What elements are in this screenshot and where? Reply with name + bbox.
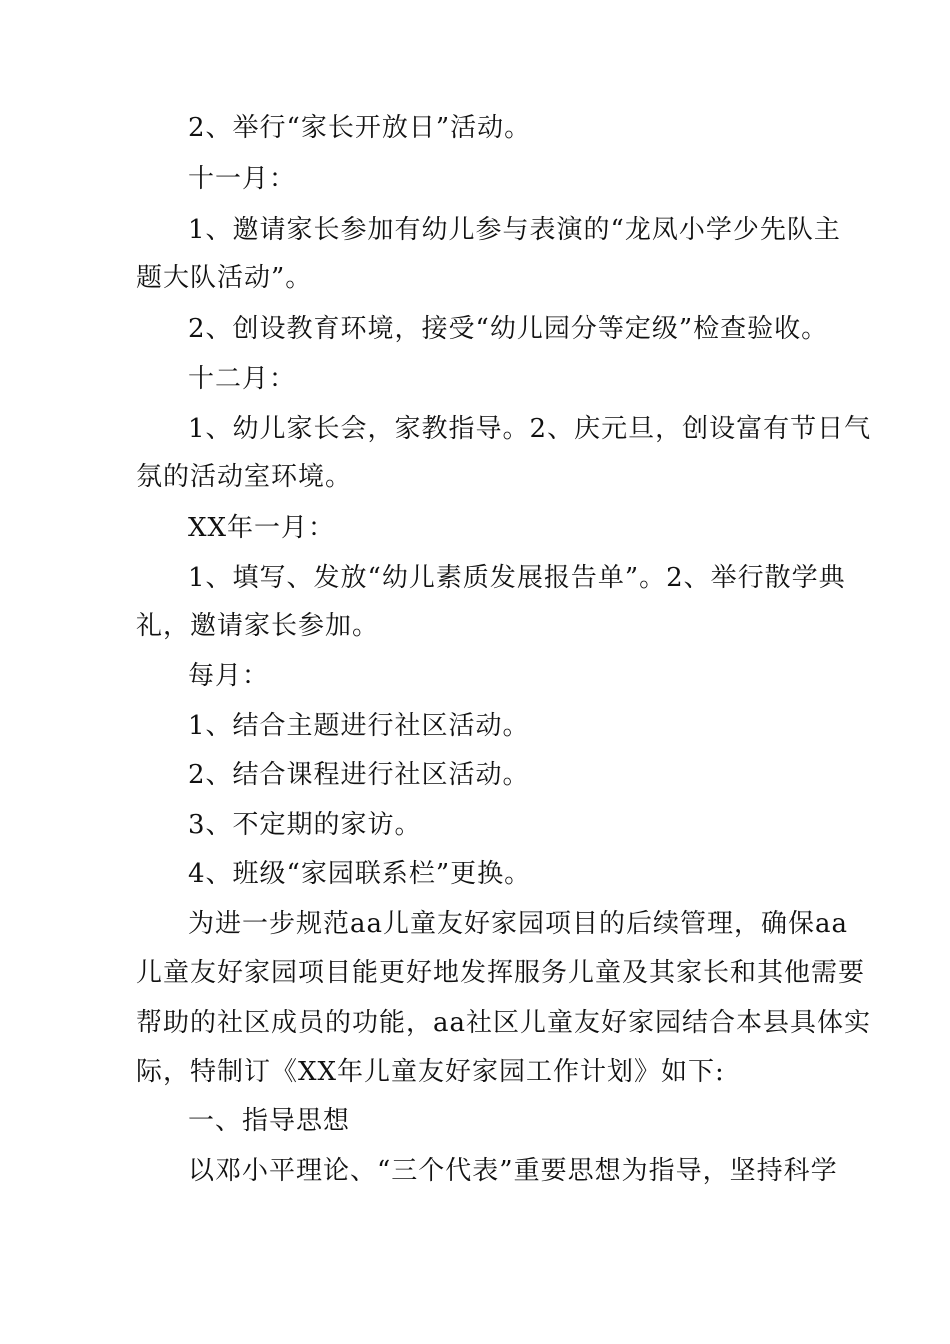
section-heading: 十一月： [188,164,297,194]
text-line: 1、填写、发放“幼儿素质发展报告单”。2、举行散学典 [188,563,846,593]
section-heading: 每月： [188,661,270,691]
section-heading: XX年一月： [188,513,336,543]
text-line: 2、创设教育环境，接受“幼儿园分等定级”检查验收。 [188,314,829,344]
text-line: 礼，邀请家长参加。 [136,611,380,641]
text-line: 2、举行“家长开放日”活动。 [188,113,532,143]
list-item: 4、班级“家园联系栏”更换。 [188,859,532,889]
text-line: 1、邀请家长参加有幼儿参与表演的“龙凤小学少先队主 [188,215,841,245]
text-line: 题大队活动”。 [136,263,313,293]
section-heading: 一、指导思想 [188,1106,351,1136]
list-item: 1、结合主题进行社区活动。 [188,711,530,741]
section-heading: 十二月： [188,364,297,394]
text-line: 1、幼儿家长会，家教指导。2、庆元旦，创设富有节日气 [188,414,872,444]
text-line: 帮助的社区成员的功能，aa社区儿童友好家园结合本县具体实 [136,1008,872,1038]
text-line: 以邓小平理论、“三个代表”重要思想为指导，坚持科学 [188,1156,838,1186]
text-line: 为进一步规范aa儿童友好家园项目的后续管理，确保aa [188,909,849,939]
text-line: 氛的活动室环境。 [136,462,353,492]
list-item: 2、结合课程进行社区活动。 [188,760,530,790]
text-line: 际，特制订《XX年儿童友好家园工作计划》如下: [136,1057,725,1087]
list-item: 3、不定期的家访。 [188,810,422,840]
text-line: 儿童友好家园项目能更好地发挥服务儿童及其家长和其他需要 [136,958,866,988]
